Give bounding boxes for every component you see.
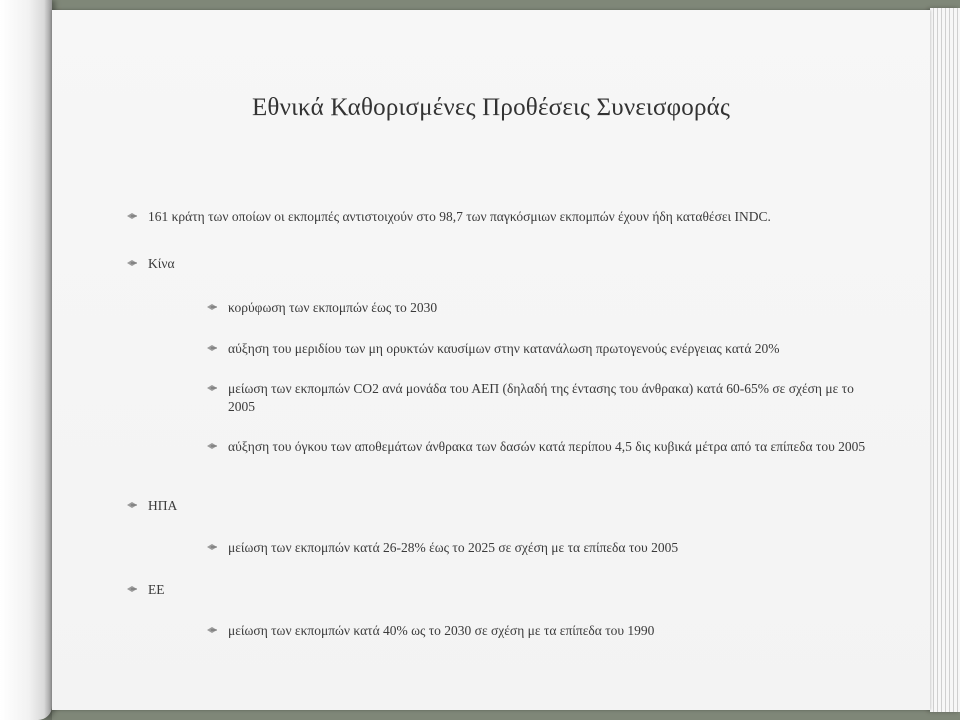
bullet-item-l1 [148,255,175,273]
bullet-text: Κίνα [148,256,175,271]
bullet-item-l1 [148,497,177,515]
bullet-text: 161 κράτη των οποίων οι εκπομπές αντιστοιχούν στο 98,7 των παγκόσμιων εκπομπών έχουν ήδη καταθέσει INDC. [148,209,771,224]
bullet-item-l2 [228,539,868,557]
bullet-text: μείωση των εκπομπών κατά 40% ως το 2030 σε σχέση με τα επίπεδα του 1990 [228,623,655,638]
bullet-icon [126,257,138,269]
bullet-text: ΗΠΑ [148,498,178,513]
bullet-text: μείωση των εκπομπών κατά 26-28% έως το 2025 σε σχέση με τα επίπεδα του 2005 [228,540,679,555]
bullet-text: κορύφωση των εκπομπών έως το 2030 [228,300,438,315]
bullet-item-l2 [228,438,868,456]
bullet-icon [206,382,218,394]
bullet-icon [206,440,218,452]
bullet-text: αύξηση του μεριδίου των μη ορυκτών καυσίμων στην κατανάλωση πρωτογενούς ενέργειας κατά 20% [228,341,780,356]
bullet-icon [126,583,138,595]
bullet-icon [206,342,218,354]
bullet-item-l2 [228,380,868,416]
right-page-stack [930,8,960,712]
bullet-item-l2 [228,340,868,358]
bullet-icon [206,624,218,636]
bullet-icon [126,499,138,511]
left-page-curl [0,0,52,720]
bullet-text: μείωση των εκπομπών CO2 ανά μονάδα του ΑΕΠ (δηλαδή της έντασης του άνθρακα) κατά 60-65% σε σχέση με το 2005 [228,381,854,414]
bullet-item-l1 [148,208,888,226]
bullet-text: ΕΕ [148,582,165,597]
slide-title: Εθνικά Καθορισμένες Προθέσεις Συνεισφοράς [251,94,731,121]
bullet-text: αύξηση του όγκου των αποθεμάτων άνθρακα των δασών κατά περίπου 4,5 δις κυβικά μέτρα από τα επίπεδα του 2005 [228,439,866,454]
bullet-icon [206,301,218,313]
bullet-icon [206,541,218,553]
bullet-item-l2 [228,622,868,640]
slide-page [52,10,930,710]
bullet-icon [126,210,138,222]
bullet-item-l2 [228,299,868,317]
bullet-item-l1 [148,581,165,599]
